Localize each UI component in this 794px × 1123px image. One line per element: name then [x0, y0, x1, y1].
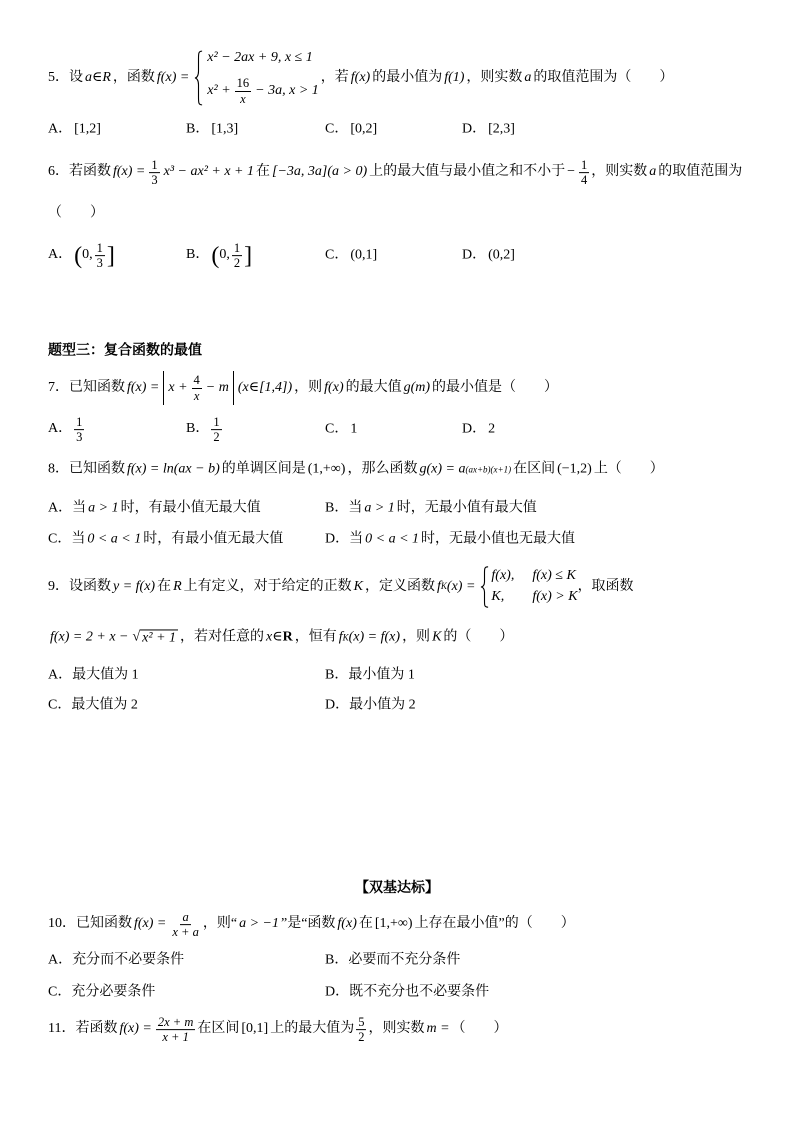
math-expression: − [567, 164, 576, 180]
fraction-denominator: x + a [172, 925, 199, 940]
option-label: B． [325, 952, 349, 968]
question-text: 的单调区间是 [221, 461, 306, 477]
piecewise-cases [205, 50, 320, 106]
option-d [325, 532, 575, 549]
section-heading-text: 【双基达标】 [355, 881, 439, 896]
option-d [462, 248, 517, 265]
option-text: 最小值为 2 [349, 697, 416, 713]
function-name: f [437, 578, 441, 594]
fraction-numerator: 1 [76, 415, 83, 430]
fraction [156, 1015, 196, 1045]
subscript: K [342, 632, 349, 643]
question-number: 10． [48, 916, 76, 932]
question-text: ，函数 [112, 69, 155, 85]
option-b [186, 415, 224, 445]
option-c [325, 122, 379, 139]
fraction-numerator: 1 [151, 158, 158, 173]
question-text: 的（ ） [443, 629, 514, 645]
math-expression: a > 1 [88, 500, 119, 516]
option-value: (0,1] [350, 247, 378, 263]
option-label: C． [325, 247, 349, 263]
fraction-numerator: 2x + m [157, 1015, 194, 1030]
subscript: K [440, 581, 447, 592]
section-heading [48, 344, 202, 361]
option-c [325, 422, 359, 439]
section-heading-text: 题型三：复合函数的最值 [48, 343, 202, 359]
question-6-answer-blank [48, 206, 104, 223]
option-label: A． [48, 667, 73, 683]
option-label: D． [325, 697, 350, 713]
radicand: x² + 1 [142, 630, 177, 646]
option-value: [1,2] [74, 121, 101, 137]
power-expression [419, 462, 511, 479]
fraction-denominator: 2 [213, 430, 220, 445]
question-number: 8． [48, 461, 69, 477]
question-text: 的最小值为 [372, 69, 443, 85]
math-expression: f(x) = [156, 69, 190, 85]
question-text: 已知函数 [69, 461, 125, 477]
option-label: C． [48, 531, 72, 547]
math-expression: f(x) = [113, 164, 146, 180]
question-text: ，取函数 [577, 578, 634, 594]
math-expression: x∈ [266, 629, 283, 645]
option-value: [1,3] [211, 121, 239, 137]
question-text: 若函数 [75, 1021, 118, 1037]
question-text: ，则实数 [466, 69, 523, 85]
math-expression: (−1,2) [557, 461, 592, 477]
fraction [232, 241, 242, 271]
question-text: ，则实数 [368, 1021, 425, 1037]
math-expression: [0,1] [241, 1021, 269, 1037]
question-text: ，则实数 [591, 164, 648, 180]
option-label: D． [325, 531, 350, 547]
math-expression: f(x) = [119, 1021, 152, 1037]
case-value: K, [491, 589, 505, 604]
option-text: 必要而不充分条件 [348, 952, 461, 968]
math-expression: K [432, 629, 442, 645]
math-expression: (x∈[1,4]) [237, 379, 293, 395]
question-text: 的取值范围为（ ） [533, 69, 674, 85]
math-expression: x³ − ax² + x + 1 [163, 164, 255, 180]
question-5 [48, 50, 673, 106]
question-text: 在区间 [197, 1021, 240, 1037]
question-8 [48, 462, 664, 479]
option-label: A． [48, 952, 73, 968]
question-text: 的最小值是（ ） [432, 379, 559, 395]
case-condition: f(x) > K [532, 589, 578, 604]
option-a [48, 501, 261, 518]
option-b [186, 241, 254, 271]
option-text: 充分而不必要条件 [72, 952, 185, 968]
option-label: A． [48, 121, 73, 137]
question-text: ，则 [294, 379, 323, 395]
option-b [325, 668, 415, 685]
option-a [48, 668, 139, 685]
fraction-denominator: 3 [96, 256, 103, 271]
option-a [48, 241, 117, 271]
question-text: 上（ ） [593, 461, 664, 477]
math-expression: f(x) [337, 916, 357, 932]
question-text: （ ） [451, 1021, 508, 1037]
question-number: 7． [48, 379, 69, 395]
fraction [192, 373, 202, 403]
real-numbers-symbol: R [282, 629, 293, 645]
question-11 [48, 1015, 508, 1045]
math-expression: K [353, 578, 363, 594]
case-value: f(x), [491, 568, 515, 584]
option-b [325, 953, 460, 970]
math-expression: f(x) = 2 + x − [50, 629, 129, 645]
case-row [205, 50, 320, 67]
option-label: A． [48, 247, 73, 263]
piecewise-brace [480, 566, 489, 608]
option-c [325, 248, 379, 265]
radical-sign: √ [132, 629, 141, 645]
question-6 [48, 158, 742, 188]
option-a [48, 415, 86, 445]
option-label: B． [325, 500, 349, 516]
fraction [74, 415, 84, 445]
question-text: 在 [256, 164, 271, 180]
question-text: 上存在最小值”的（ ） [414, 916, 575, 932]
option-c [48, 985, 155, 1002]
option-c [48, 698, 138, 715]
option-b [325, 501, 537, 518]
option-label: B． [186, 121, 210, 137]
fraction-numerator: 1 [233, 241, 241, 256]
piecewise-cases [491, 568, 577, 606]
math-expression: m = [426, 1021, 450, 1037]
option-label: A． [48, 421, 73, 437]
fraction-denominator: 2 [358, 1030, 365, 1045]
open-paren: ( [211, 243, 220, 269]
absolute-value [163, 371, 233, 405]
question-text: 在 [157, 578, 172, 594]
option-text: 最小值为 1 [348, 667, 415, 683]
math-expression: f(1) [444, 69, 465, 85]
math-expression: f(x) = [127, 379, 160, 395]
option-text: 当 [348, 500, 363, 516]
option-label: D． [462, 421, 487, 437]
question-number: 11． [48, 1021, 76, 1037]
option-text: 最大值为 1 [72, 667, 139, 683]
fraction-denominator: 4 [581, 173, 588, 188]
option-label: A． [48, 500, 73, 516]
option-text: 充分必要条件 [71, 984, 156, 1000]
question-text: ，定义函数 [365, 578, 435, 594]
option-label: C． [325, 421, 349, 437]
math-expression: g(m) [403, 379, 431, 395]
math-expression: 0 < a < 1 [87, 531, 142, 547]
question-number: 9． [48, 578, 69, 594]
fraction-denominator: 3 [76, 430, 83, 445]
option-b [186, 122, 240, 139]
function-name: f [338, 629, 343, 645]
option-label: B． [186, 421, 210, 437]
fraction-denominator: x [240, 91, 246, 106]
question-7 [48, 371, 558, 405]
option-value [74, 241, 115, 271]
case-row [205, 76, 320, 106]
question-text: 设 [69, 69, 83, 85]
question-text: 的最大值 [345, 379, 402, 395]
option-label: D． [462, 121, 487, 137]
math-expression: (x) = f(x) [348, 629, 401, 645]
answer-blank: （ ） [48, 205, 104, 221]
math-expression: f(x) [350, 69, 371, 85]
option-text: 时，无最小值有最大值 [396, 500, 537, 516]
option-label: B． [186, 247, 210, 263]
math-expression: 0 < a < 1 [365, 531, 420, 547]
math-expression: − m [205, 379, 229, 395]
math-expression: − 3a, x > 1 [255, 82, 319, 98]
option-label: D． [462, 247, 487, 263]
math-expression: a∈R [85, 69, 111, 85]
math-expression: R [173, 578, 182, 594]
math-expression: f(x) [324, 379, 344, 395]
square-root [132, 629, 178, 646]
math-expression: x² − 2ax + 9, x ≤ 1 [207, 50, 313, 65]
option-value [211, 241, 252, 271]
option-a [48, 122, 103, 139]
math-expression: y = f(x) [113, 578, 156, 594]
fraction-numerator: a [182, 910, 189, 925]
math-expression: [−3a, 3a](a > 0) [272, 164, 368, 180]
math-expression: f(x) = [134, 916, 167, 932]
fraction-denominator: x + 1 [162, 1030, 189, 1045]
question-text: ，那么函数 [347, 461, 418, 477]
question-text: 的取值范围为 [658, 164, 743, 180]
option-d [462, 422, 497, 439]
question-text: 已知函数 [76, 916, 132, 932]
function-fk [339, 630, 400, 647]
interval-start: 0, [82, 247, 93, 263]
option-label: C． [325, 121, 349, 137]
question-text: ，若对任意的 [180, 629, 265, 645]
option-d [462, 122, 517, 139]
option-label: C． [48, 697, 72, 713]
question-number: 5． [48, 69, 69, 85]
interval-start: 0, [219, 247, 230, 263]
fraction-numerator: 1 [96, 241, 103, 256]
option-d [325, 985, 489, 1002]
open-paren: ( [74, 243, 83, 269]
math-expression: [1,+∞) [374, 916, 413, 932]
question-text: 上有定义，对于给定的正数 [183, 578, 352, 594]
question-text: 在 [358, 916, 373, 932]
option-value: 1 [350, 421, 358, 437]
fraction-numerator: 1 [581, 158, 588, 173]
option-a [48, 953, 184, 970]
fraction [211, 415, 221, 445]
question-text: 已知函数 [69, 379, 125, 395]
close-bracket: ] [244, 243, 253, 269]
question-text: ，则“ [202, 916, 238, 932]
question-text: ，若 [320, 69, 349, 85]
fraction-denominator: 3 [151, 173, 158, 188]
math-expression: a [649, 164, 657, 180]
close-bracket: ] [106, 243, 115, 269]
option-text: 当 [72, 500, 87, 516]
option-label: D． [325, 984, 350, 1000]
option-text: 时，有最小值无最大值 [120, 500, 261, 516]
fraction-numerator: 5 [358, 1015, 365, 1030]
option-label: B． [325, 667, 349, 683]
question-text: 设函数 [69, 578, 111, 594]
question-text: 上的最大值与最小值之和不小于 [369, 164, 566, 180]
fraction-numerator: 16 [236, 76, 250, 91]
question-text: 若函数 [69, 164, 111, 180]
fraction-denominator: x [193, 388, 200, 403]
fraction [149, 158, 159, 188]
option-value: 2 [488, 421, 496, 437]
option-text: 当 [71, 531, 86, 547]
fraction-denominator: 2 [233, 256, 241, 271]
math-expression: a [524, 69, 532, 85]
fraction [235, 76, 252, 106]
question-10 [48, 910, 575, 940]
question-text: 上的最大值为 [270, 1021, 355, 1037]
fraction-numerator: 4 [193, 373, 200, 388]
option-d [325, 698, 416, 715]
fraction [95, 241, 105, 271]
function-fk [437, 579, 475, 596]
question-number: 6． [48, 164, 69, 180]
math-expression: x + [168, 379, 188, 395]
option-text: 时，有最小值无最大值 [143, 531, 284, 547]
question-text: 在区间 [513, 461, 556, 477]
option-text: 时，无最小值也无最大值 [421, 531, 576, 547]
question-text: ”是“函数 [280, 916, 336, 932]
question-text: ，恒有 [294, 629, 337, 645]
question-9-line-2 [48, 629, 513, 646]
math-expression: a > 1 [364, 500, 395, 516]
fraction [579, 158, 589, 188]
option-value: [0,2] [350, 121, 378, 137]
option-text: 既不充分也不必要条件 [349, 984, 490, 1000]
question-9 [48, 566, 634, 608]
math-expression: g(x) = a [419, 461, 466, 477]
option-c [48, 532, 283, 549]
section-heading [0, 877, 794, 897]
math-expression: a > −1 [239, 916, 279, 932]
math-expression: (1,+∞) [307, 461, 346, 477]
math-expression: f(x) = ln(ax − b) [127, 461, 220, 477]
math-expression: x² + [207, 82, 231, 98]
math-expression [266, 630, 293, 647]
fraction [356, 1015, 366, 1045]
case-condition: f(x) ≤ K [532, 568, 576, 584]
fraction [170, 910, 200, 940]
option-text: 最大值为 2 [71, 697, 138, 713]
option-value: (0,2] [488, 247, 515, 263]
exponent: (ax+b)(x+1) [465, 464, 512, 475]
fraction-numerator: 1 [213, 415, 220, 430]
option-text: 当 [349, 531, 364, 547]
piecewise-brace [194, 50, 203, 106]
option-value: [2,3] [488, 121, 515, 137]
option-label: C． [48, 984, 72, 1000]
math-expression: (x) = [446, 578, 476, 594]
question-text: ，则 [402, 629, 431, 645]
